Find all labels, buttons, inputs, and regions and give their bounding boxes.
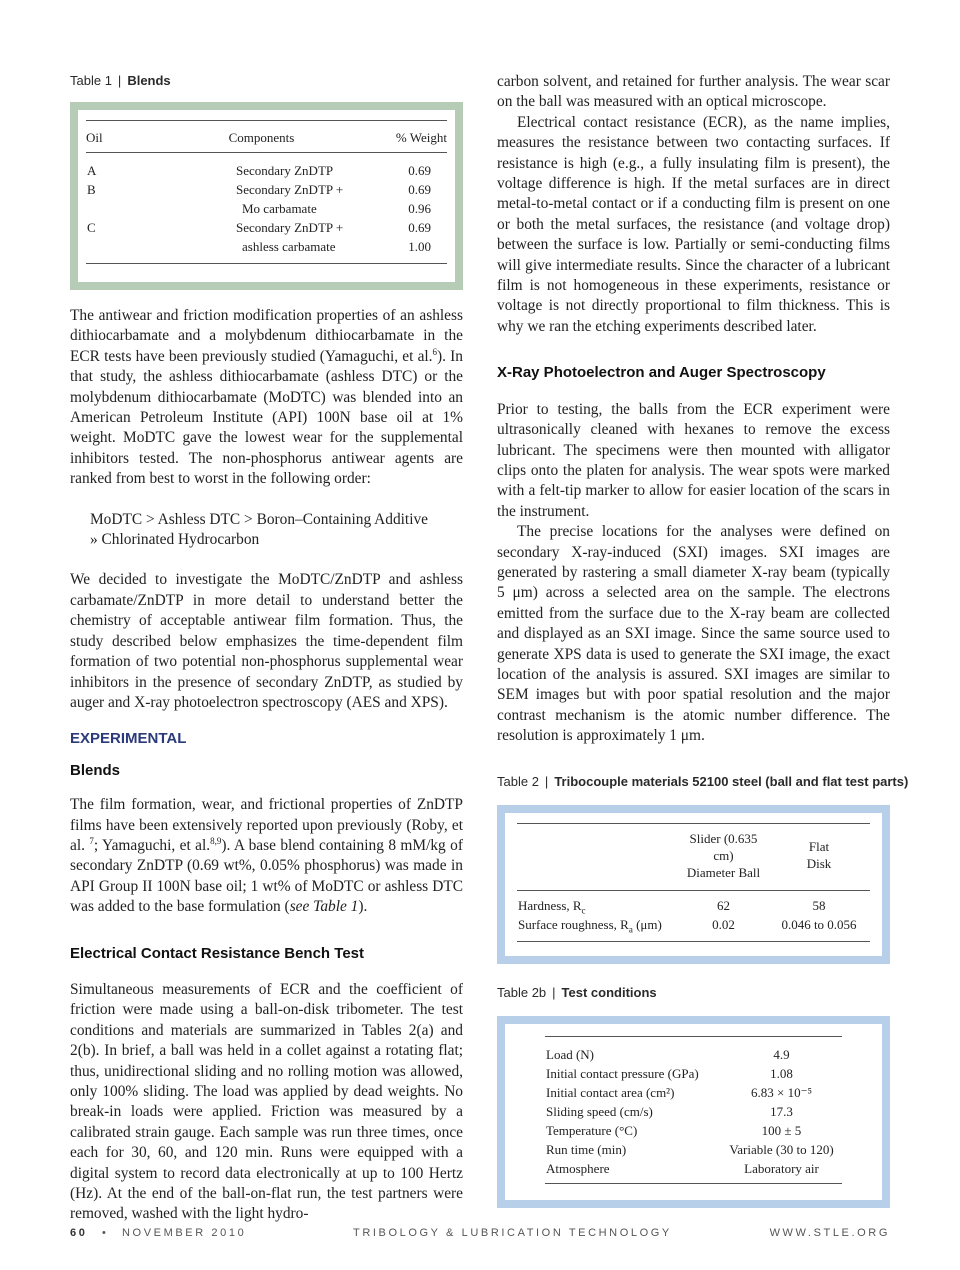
table1-header-weight: % Weight [395, 130, 447, 145]
table-row: Temperature (°C) 100 ± 5 [546, 1122, 802, 1138]
paragraph: The antiwear and friction modification properties of an ashless dithiocarbamate and a molybdenum dithiocarbamate in the ECR tests have been previously studied (Yamaguchi, et al.$^6$). In that study, the ashless dithiocarbamate (ashless DTC) or the molybdenum dithiocarbamate (MoDTC) was blended into an American Petroleum Institute (API) 100N base oil at 1% weight. MoDTC gave the lowest wear for the supplemental inhibitors tested. The non-phosphorus antiwear agents are ranked from best to worst in the following order: [70, 307, 463, 488]
section-heading-experimental: EXPERIMENTAL [70, 730, 187, 748]
table-row: Surface roughness, $R_a$ (μm) 0.02 0.046 to 0.056 [517, 915, 870, 942]
table2b [545, 1036, 842, 1184]
table-row: Mo carbamate 0.96 [242, 201, 431, 216]
left-column [70, 72, 463, 1225]
table2 [517, 823, 870, 942]
subheading-blends: Blends [70, 761, 121, 779]
ranking-formula: MoDTC > Ashless DTC > Boron–Containing Additive » Chlorinated Hydrocarbon [90, 510, 429, 549]
paragraph: Simultaneous measurements of ECR and the coefficient of friction were made using a ball-on-disk tribometer. The test conditions and materials are summarized in Tables 2(a) and 2(b). In brief, a ball was held in a collet against a rotating flat; thus, unidirectional sliding and no rolling motion was allowed, only 100% sliding. The load was applied by dead weights. No break-in loads were applied. Friction was measured by a calibrated strain gauge. Each sample was run three times, once each for 30, 60, and 120 min. Runs were equipped with a digital system to record data electronically at up to 100 Hertz (Hz). At the end of the ball-on-flat run, the test partners were removed, washed with the light hydro- [70, 980, 463, 1223]
table1-caption: Table 1 | Blends [70, 73, 171, 88]
table2-frame [497, 805, 890, 964]
table2-col-flat: Flat Disk [806, 839, 832, 872]
footer-url: WWW.STLE.ORG [769, 1227, 890, 1239]
table1 [86, 120, 447, 264]
paragraph: We decided to investigate the MoDTC/ZnDTP and ashless carbamate/ZnDTP in more detail to understand better the chemistry of acceptable antiwear film formation. Thus, the study described below emphasizes the time-dependent film formation of two potential non-phosphorus supplemental wear inhibitors in the presence of secondary ZnDTP, as studied by auger and X-ray photoelectron spectroscopy (AES and XPS). [70, 571, 463, 711]
page-number: 60 [70, 1227, 88, 1239]
table-row: Load (N) 4.9 [546, 1046, 790, 1062]
footer-bullet: • [102, 1227, 109, 1239]
paragraph: Electrical contact resistance (ECR), as the name implies, measures the resistance between two contacting surfaces. If resistance is high (e.g., a fully insulating film is present), the voltage difference is high. If the metal surfaces are in direct metal-to-metal contact or if a conducting film is present on one or both the metal surfaces, the resistance (and voltage drop) between the surface is low. Partially or semi-conducting films will give intermediate results. Since the character of a lubricant film is not homogeneous in these experiments, resistance or voltage is not directly proportional to film thickness. This is why we ran the etching experiments described later. [497, 113, 890, 335]
table-row: Run time (min) Variable (30 to 120) [546, 1141, 834, 1157]
table1-header-components: Components [228, 130, 295, 145]
table2b-frame [497, 1016, 890, 1208]
footer-journal: TRIBOLOGY & LUBRICATION TECHNOLOGY [353, 1227, 672, 1239]
footer-date: NOVEMBER 2010 [122, 1227, 247, 1239]
table2b-caption: Table 2b | Test conditions [497, 984, 657, 1000]
table-row: Atmosphere Laboratory air [545, 1159, 842, 1184]
table1-frame [70, 102, 463, 290]
paragraph: carbon solvent, and retained for further analysis. The wear scar on the ball was measured with an optical microscope. [497, 73, 890, 111]
table-row: ashless carbamate 1.00 [86, 237, 447, 264]
table-row: Sliding speed (cm/s) 17.3 [546, 1103, 793, 1119]
table-row: B Secondary ZnDTP + 0.69 [87, 182, 431, 197]
right-column [497, 72, 909, 1208]
paragraph: The precise locations for the analyses were defined on secondary X-ray-induced (SXI) images. SXI images are generated by rastering a small diameter X-ray beam (typically 5 μm) across a selected area on the sample. The electrons emitted from the surface due to the X-ray beam are collected and displayed as an SXI image. Since the same source used to generate XPS data is used to generate the SXI image, the exact location of the analysis is assured. SXI images are similar to SEM images but with poor spatial resolution and the major contrast mechanism is the atomic number difference. The resolution is approximately 1 μm. [497, 523, 890, 745]
paragraph: The film formation, wear, and frictional properties of ZnDTP films have been extensively reported upon previously (Roby, et al. $^7$; Yamaguchi, et al.$^{8,9}$). A base blend containing 8 mM/kg of secondary ZnDTP (0.69 wt%, 0.05% phosphorus) was made in API Group II 100N base oil; 1 wt% of MoDTC or ashless DTC was added to the base formulation (see Table 1). [70, 796, 463, 916]
subheading-xray: X-Ray Photoelectron and Auger Spectroscopy [497, 364, 826, 382]
table2-col-slider: Slider (0.635 cm) Diameter Ball [686, 830, 761, 880]
table-row: Initial contact area (cm²) 6.83 × 10⁻⁵ [546, 1084, 812, 1100]
table-row: C Secondary ZnDTP + 0.69 [87, 220, 431, 235]
table-row: A Secondary ZnDTP 0.69 [87, 163, 431, 178]
table2-caption: Table 2 | Tribocouple materials 52100 steel (ball and flat test parts) [497, 773, 909, 789]
table1-header-oil: Oil [86, 130, 103, 145]
table-row: Initial contact pressure (GPa) 1.08 [546, 1065, 793, 1081]
paragraph: Prior to testing, the balls from the ECR experiment were ultrasonically cleaned with hexanes to remove the excess lubricant. The specimens were then mounted with alligator clips onto the platen for analysis. The wear spots were marked with a felt-tip marker to allow for easier location of the scars in the instrument. [497, 400, 890, 520]
subheading-ecr: Electrical Contact Resistance Bench Test [70, 944, 364, 962]
table-row: Hardness, $R_c$ 62 58 [518, 897, 826, 916]
